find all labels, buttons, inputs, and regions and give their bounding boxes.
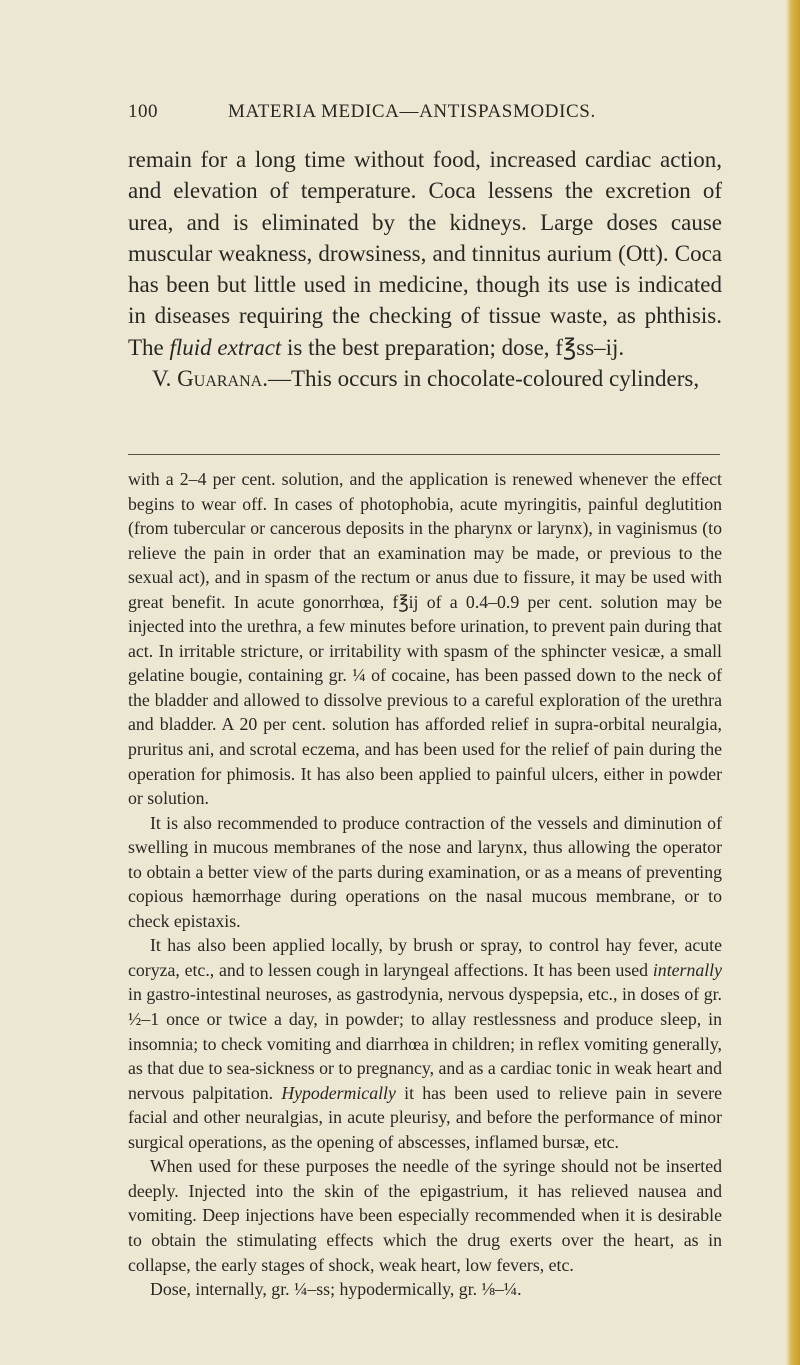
running-head (128, 101, 718, 131)
footnote-text (128, 467, 722, 1302)
injection-paragraph: When used for these purposes the needle of the syringe should not be inserted deeply. Injected into the skin of the epigastrium, it has relieved nausea and vomiting. Deep injections have been especially recommended when it is desirable to obtain the stimulating effects which the drug exerts over the heart, as in collapse, the early stages of shock, weak heart, low fevers, etc. (128, 1156, 722, 1275)
vessels-paragraph: It is also recommended to produce contraction of the vessels and diminution of swelling in mucous membranes of the nose and larynx, thus allowing the operator to obtain a better view of the parts during examination, or as a means of preventing copious hæmorrhage during operations on the nasal mucous membrane, or to check epistaxis. (128, 812, 722, 931)
coca-text-end: is the best preparation; dose, f℥ss–ij. (287, 334, 625, 360)
guarana-number: V. (152, 366, 172, 392)
internally-term: internally (652, 959, 722, 980)
fluid-extract-term: fluid extract (169, 334, 282, 360)
uses-paragraph (128, 933, 722, 1154)
hypodermically-term: Hypodermically (281, 1082, 396, 1103)
guarana-heading: Guarana. (177, 366, 268, 392)
uses-text-a: It has also been applied locally, by brush or spray, to control hay fever, acute coryza, etc., and to lessen cough in laryngeal affections. It has been used (128, 935, 722, 980)
coca-paragraph (128, 144, 722, 363)
guarana-text: —This occurs in chocolate-coloured cylinders, (267, 366, 700, 392)
uses-text-b: in gastro-intestinal neuroses, as gastrodynia, nervous dyspepsia, etc., in doses of gr. ½–1 once or twice a day, in powder; to allay restlessness and produce sleep, in insomnia; to check vomiting and diarrhœa in children; in reflex vomiting generally, as that due to sea-sickness or to pregnancy, and as a cardiac tonic in weak heart and nervous palpitation. (128, 984, 722, 1103)
running-head-title: MATERIA MEDICA—ANTISPASMODICS. (228, 101, 596, 122)
main-text (128, 144, 722, 394)
cocaine-local-paragraph: with a 2–4 per cent. solution, and the application is renewed whenever the effect begins to wear off. In cases of photophobia, acute myringitis, painful deglutition (from tubercular or cancerous deposits in the pharynx or larynx), in vaginismus (to relieve the pain in order that an examination may be made, or previous to the sexual act), and in spasm of the rectum or anus due to fissure, it may be used with great benefit. In acute gonorrhœa, f℥ij of a 0.4–0.9 per cent. solution may be injected into the urethra, a few minutes before urination, to prevent pain during that act. In irritable stricture, or irritability with spasm of the sphincter vesicæ, a small gelatine bougie, containing gr. ¼ of cocaine, has been passed down to the neck of the bladder and allowed to dissolve previous to a careful exploration of the urethra and bladder. A 20 per cent. solution has afforded relief in supra-orbital neuralgia, pruritus ani, and scrotal eczema, and has been used for the relief of pain during the operation for phimosis. It has also been applied to painful ulcers, either in powder or solution. (128, 469, 722, 809)
coca-text: remain for a long time without food, increased cardiac action, and elevation of temperature. Coca lessens the excretion of urea, and is eliminated by the kidneys. Large doses cause muscular weakness, drowsiness, and tinnitus aurium (Ott). Coca has been but little used in medicine, though its use is indicated in diseases requiring the checking of tissue waste, as phthisis. The (128, 147, 722, 360)
uses-text-c: it has been used to relieve pain in severe facial and other neuralgias, in acute pleurisy, and before the performance of minor surgical operations, as the opening of abscesses, inflamed bursæ, etc. (128, 1082, 722, 1152)
guarana-paragraph (128, 363, 722, 394)
dose-paragraph: Dose, internally, gr. ¼–ss; hypodermically, gr. ⅛–¼. (150, 1279, 522, 1300)
page-number: 100 (128, 101, 158, 122)
page-edge (786, 0, 800, 1365)
footnote-rule (128, 454, 720, 455)
